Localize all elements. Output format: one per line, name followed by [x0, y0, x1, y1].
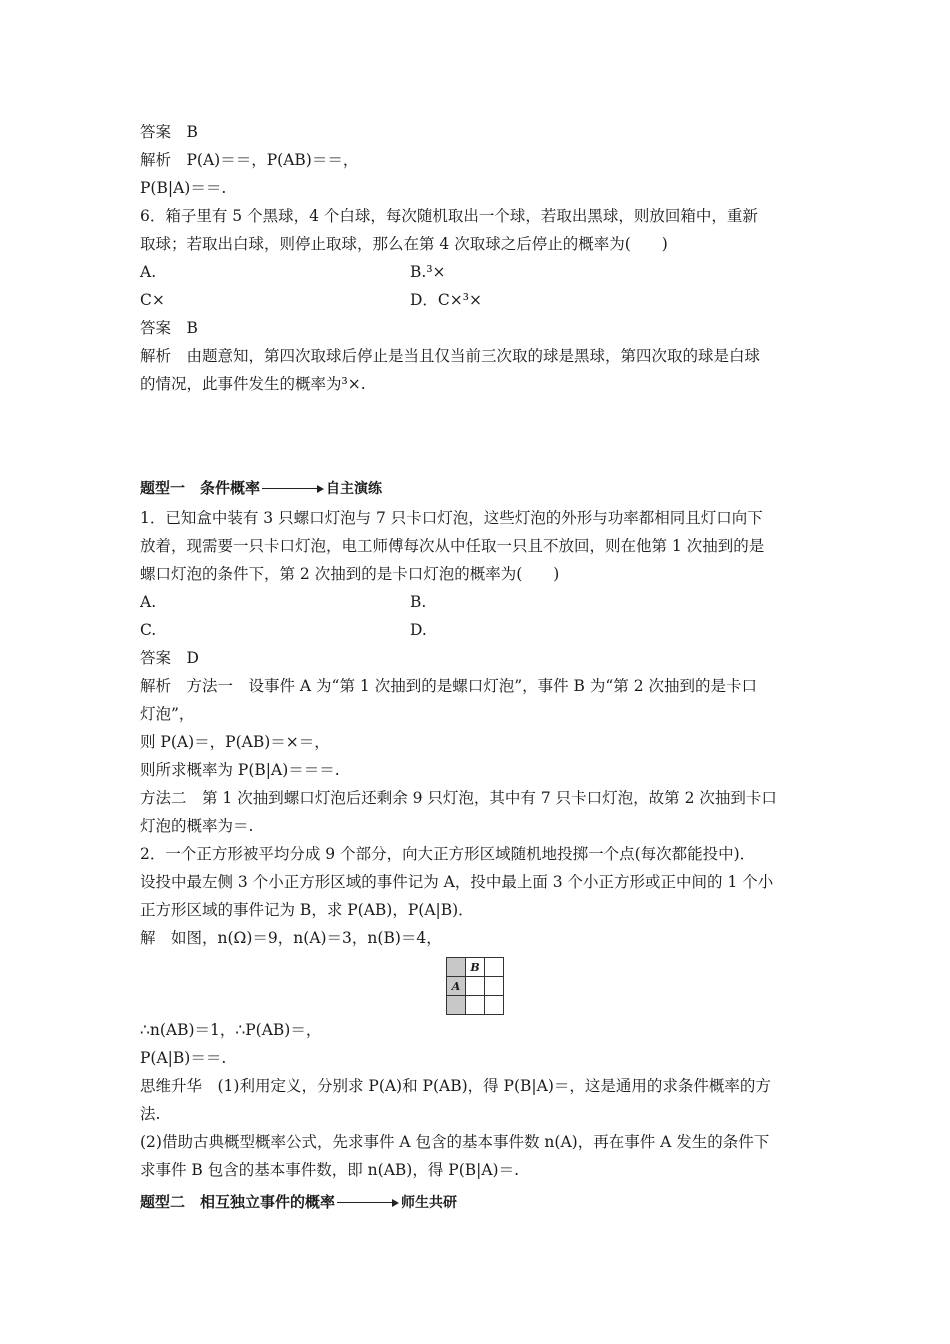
question-1-text: 螺口灯泡的条件下，第 2 次抽到的是卡口灯泡的概率为( ) [140, 565, 560, 583]
grid-cell [447, 958, 466, 977]
grid-cell [485, 996, 504, 1015]
grid-cell [447, 996, 466, 1015]
question-6-text: 6．箱子里有 5 个黑球，4 个白球，每次随机取出一个球，若取出黑球，则放回箱中，重新 [140, 207, 758, 225]
method-2-text: 方法二 第 1 次抽到螺口灯泡后还剩余 9 只灯泡，其中有 7 只卡口灯泡，故第 2 次抽到卡口 [140, 789, 777, 807]
summary-text: 法. [140, 1105, 161, 1123]
analysis-text: 的情况，此事件发生的概率为³×. [140, 375, 366, 393]
analysis-text: 灯泡”， [140, 705, 195, 723]
grid-cell-a: A [447, 977, 466, 996]
question-2-text: 2．一个正方形被平均分成 9 个部分，向大正方形区域随机地投掷一个点(每次都能投中)． [140, 845, 756, 863]
section-title: 题型二 相互独立事件的概率 [140, 1193, 336, 1211]
option-c: C× [140, 291, 165, 309]
grid-cell [485, 958, 504, 977]
analysis-text: 解析 由题意知，第四次取球后停止是当且仅当前三次取的球是黑球，第四次取的球是白球 [140, 347, 761, 365]
analysis-text: 解析 方法一 设事件 A 为“第 1 次抽到的是螺口灯泡”，事件 B 为“第 2 次抽到的是卡口 [140, 677, 757, 695]
grid-cell [466, 977, 485, 996]
summary-text: 思维升华 (1)利用定义，分别求 P(A)和 P(AB)，得 P(B|A)＝，这是通用的求条件概率的方 [140, 1077, 771, 1095]
option-c: C. [140, 621, 157, 639]
question-6-text: 取球；若取出白球，则停止取球，那么在第 4 次取球之后停止的概率为( ) [140, 235, 668, 253]
answer-text: 答案 B [140, 319, 198, 337]
analysis-text: 解析 P(A)＝＝，P(AB)＝＝， [140, 151, 359, 169]
question-2-text: 设投中最左侧 3 个小正方形区域的事件记为 A，投中最上面 3 个小正方形或正中间的 1 个小 [140, 873, 774, 891]
question-2-text: 正方形区域的事件记为 B，求 P(AB)，P(A|B)． [140, 901, 474, 919]
grid-cell-b: B [466, 958, 485, 977]
section-tag: 自主演练 [326, 481, 383, 497]
grid-cell [466, 996, 485, 1015]
analysis-text: P(B|A)＝＝. [140, 179, 227, 197]
question-1-text: 1．已知盒中装有 3 只螺口灯泡与 7 只卡口灯泡，这些灯泡的外形与功率都相同且灯口向下 [140, 509, 763, 527]
option-d: D. [410, 621, 427, 639]
answer-text: 答案 D [140, 649, 199, 667]
arrow-icon [337, 1198, 399, 1208]
result-text: ∴n(AB)＝1，∴P(AB)＝， [140, 1021, 322, 1039]
analysis-text: 则所求概率为 P(B|A)＝＝＝. [140, 761, 340, 779]
answer-text: 答案 B [140, 123, 198, 141]
question-1-text: 放着，现需要一只卡口灯泡，电工师傅每次从中任取一只且不放回，则在他第 1 次抽到的是 [140, 537, 765, 555]
option-d: D．C×³× [410, 291, 482, 309]
result-text: P(A|B)＝＝. [140, 1049, 227, 1067]
section-heading [140, 478, 382, 499]
section-tag: 师生共研 [401, 1195, 458, 1211]
option-a: A. [140, 263, 157, 281]
section-heading [140, 1192, 457, 1213]
nine-square-grid-figure [446, 957, 504, 1015]
option-b: B.³× [410, 263, 446, 281]
summary-text: (2)借助古典概型概率公式，先求事件 A 包含的基本事件数 n(A)，再在事件 A 发生的条件下 [140, 1133, 770, 1151]
summary-text: 求事件 B 包含的基本事件数，即 n(AB)，得 P(B|A)＝. [140, 1161, 520, 1179]
solution-text: 解 如图，n(Ω)＝9，n(A)＝3，n(B)＝4， [140, 929, 442, 947]
option-b: B. [410, 593, 427, 611]
arrow-icon [262, 484, 324, 494]
option-a: A. [140, 593, 157, 611]
grid-cell [485, 977, 504, 996]
analysis-text: 则 P(A)＝，P(AB)＝×＝， [140, 733, 330, 751]
method-2-text: 灯泡的概率为＝. [140, 817, 254, 835]
section-title: 题型一 条件概率 [140, 479, 261, 497]
